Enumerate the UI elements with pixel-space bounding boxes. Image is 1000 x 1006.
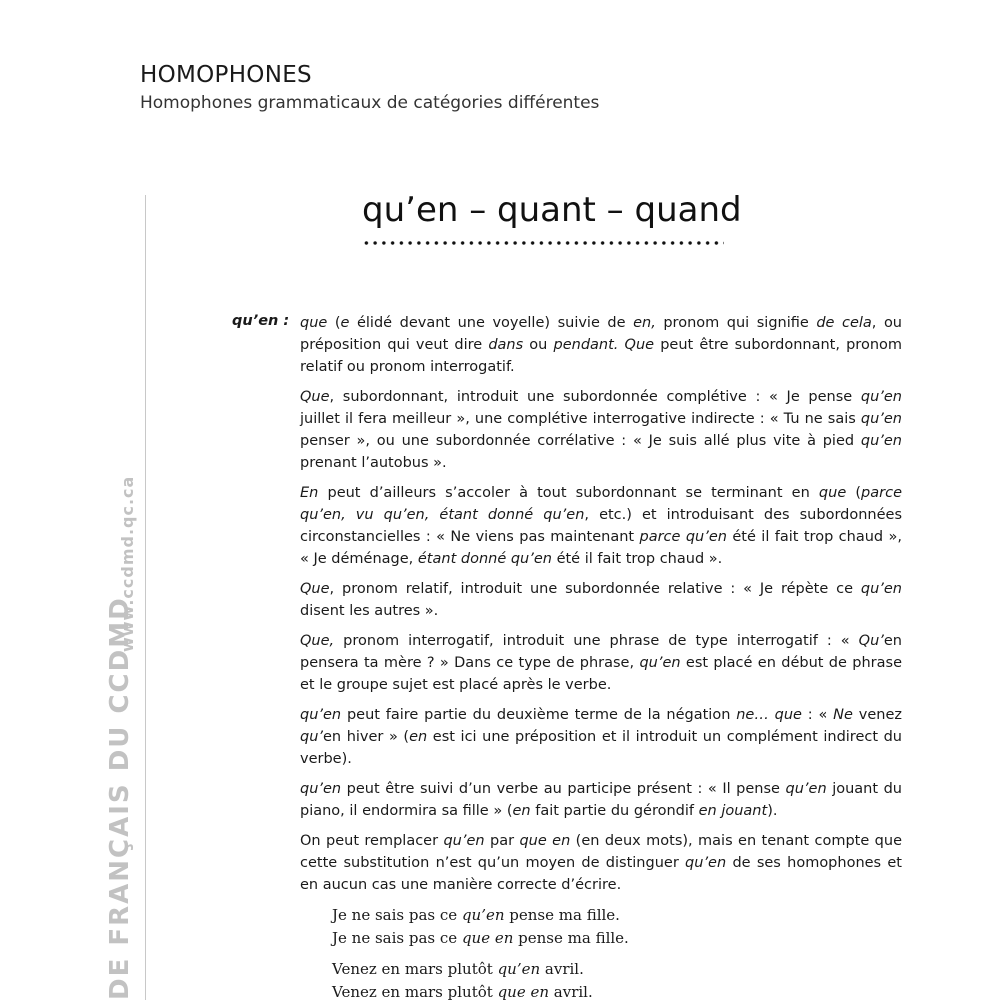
term-label: qu’en : — [232, 313, 290, 329]
dotted-underline — [362, 240, 724, 246]
example-line: Venez en mars plutôt que en avril. — [332, 983, 593, 1001]
section-subtitle: Homophones grammaticaux de catégories différentes — [140, 93, 600, 113]
paragraph: qu’en peut faire partie du deuxième terme de la négation ne… que : « Ne venez qu’en hiver » (en est ici une préposition et il introduit un complément indirect du verbe). — [300, 707, 902, 767]
side-divider — [145, 195, 146, 1000]
section-title: HOMOPHONES — [140, 62, 312, 88]
paragraph: On peut remplacer qu’en par que en (en deux mots), mais en tenant compte que cette substitution n’est qu’un moyen de distinguer qu’en de ses homophones et en aucun cas une manière correcte d’écrire. — [300, 833, 902, 893]
example-group — [300, 958, 902, 1004]
paragraph: Que, pronom relatif, introduit une subordonnée relative : « Je répète ce qu’en disent les autres ». — [300, 581, 902, 619]
paragraph: Que, pronom interrogatif, introduit une phrase de type interrogatif : « Qu’en pensera ta mère ? » Dans ce type de phrase, qu’en est placé en début de phrase et le groupe sujet est placé après le verbe. — [300, 633, 902, 693]
paragraph: Que, subordonnant, introduit une subordonnée complétive : « Je pense qu’en juillet il fera meilleur », une complétive interrogative indirecte : « Tu ne sais qu’en penser », ou une subordonnée corrélative : « Je suis allé plus vite à pied qu’en prenant l’autobus ». — [300, 389, 902, 471]
example-line: Venez en mars plutôt qu’en avril. — [332, 960, 584, 978]
paragraph: que (e élidé devant une voyelle) suivie de en, pronom qui signifie de cela, ou préposition qui veut dire dans ou pendant. Que peut être subordonnant, pronom relatif ou pronom interrogatif. — [300, 315, 903, 375]
side-brand-text: DE FRANÇAIS DU CCDMD — [105, 596, 135, 1000]
paragraph: qu’en peut être suivi d’un verbe au participe présent : « Il pense qu’en jouant du piano, il endormira sa fille » (en fait partie du gérondif en jouant). — [300, 781, 902, 819]
example-group — [300, 904, 902, 950]
paragraph: En peut d’ailleurs s’accoler à tout subordonnant se terminant en que (parce qu’en, vu qu’en, étant donné qu’en, etc.) et introduisant des subordonnées circonstancielles : « Ne viens pas maintenant parce qu’en été il fait trop chaud », « Je déménage, étant donné qu’en été il fait trop chaud ». — [300, 485, 902, 567]
page-title: qu’en – quant – quand — [362, 190, 742, 230]
definition-body — [300, 312, 902, 1006]
example-line: Je ne sais pas ce que en pense ma fille. — [332, 929, 629, 947]
side-url-text: www.ccdmd.qc.ca — [118, 475, 137, 652]
example-line: Je ne sais pas ce qu’en pense ma fille. — [332, 906, 620, 924]
